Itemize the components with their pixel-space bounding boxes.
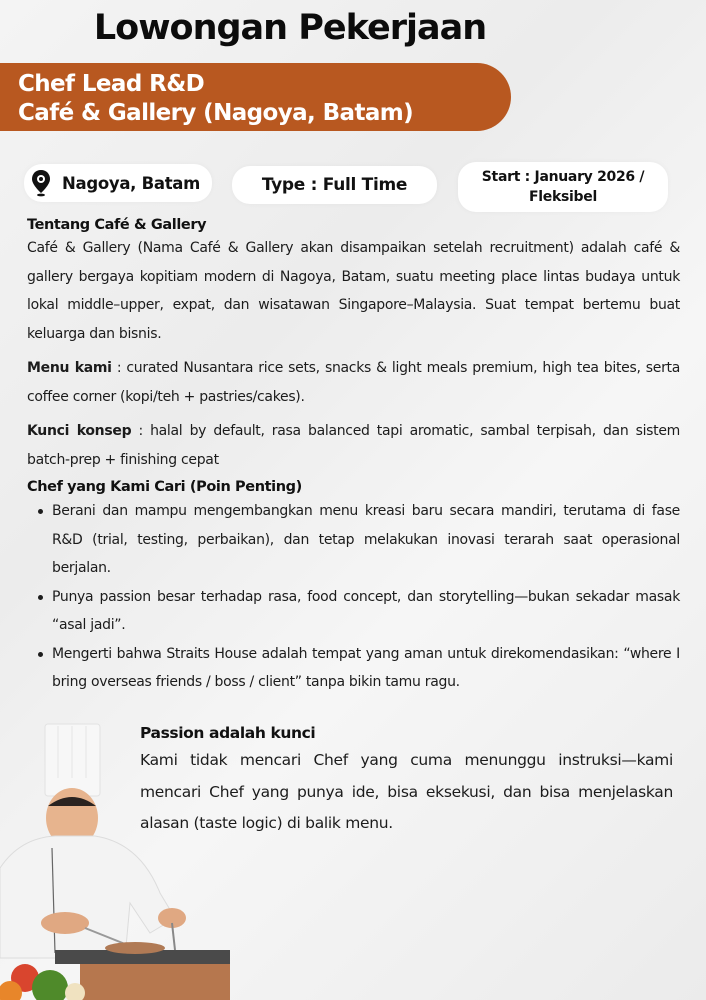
concept-label: Kunci konsep	[27, 423, 132, 439]
job-title-banner	[0, 63, 511, 131]
requirements-list	[27, 497, 680, 697]
requirement-text: Mengerti bahwa Straits House adalah tempat yang aman untuk direkomendasikan: “where I bring overseas friends / boss / client” tanpa bikin tamu ragu.	[52, 645, 680, 690]
map-pin-icon	[30, 169, 52, 197]
requirement-text: Berani dan mampu mengembangkan menu kreasi baru secara mandiri, terutama di fase R&D (trial, testing, perbaikan), dan tetap melakukan inovasi terarah saat operasional berjalan.	[52, 503, 680, 576]
requirement-item	[27, 497, 680, 583]
passion-text: Kami tidak mencari Chef yang cuma menunggu instruksi—kami mencari Chef yang punya ide, bisa eksekusi, dan bisa menjelaskan alasan (taste logic) di balik menu.	[140, 751, 673, 832]
job-info-row	[0, 162, 706, 214]
menu-label: Menu kami	[27, 360, 112, 376]
start-date-line2: Fleksibel	[529, 189, 597, 205]
page-title: Lowongan Pekerjaan	[93, 8, 487, 48]
concept-paragraph	[27, 417, 680, 474]
job-venue: Café & Gallery (Nagoya, Batam)	[18, 100, 414, 126]
passion-section	[140, 724, 673, 840]
bullet-icon	[38, 595, 43, 600]
job-description	[27, 217, 680, 697]
passion-heading: Passion adalah kunci	[140, 724, 316, 742]
start-date-pill	[458, 162, 668, 212]
bullet-icon	[38, 509, 43, 514]
requirement-text: Punya passion besar terhadap rasa, food concept, dan storytelling—bukan sekadar masak “asal jadi”.	[52, 588, 680, 633]
concept-text: : halal by default, rasa balanced tapi aromatic, sambal terpisah, dan sistem batch-prep + finishing cepat	[27, 423, 680, 468]
start-date-line1: Start : January 2026 /	[481, 169, 645, 185]
requirement-item	[27, 640, 680, 697]
menu-text: : curated Nusantara rice sets, snacks & light meals premium, high tea bites, serta coffee corner (kopi/teh + pastries/cakes).	[27, 360, 681, 405]
about-text: Café & Gallery (Nama Café & Gallery akan disampaikan setelah recruitment) adalah café & gallery bergaya kopitiam modern di Nagoya, Batam, suatu meeting place lintas budaya untuk lokal middle–upper, expat, dan wisatawan Singapore–Malaysia. Suat tempat bertemu buat keluarga dan bisnis.	[27, 240, 680, 342]
location-pill	[24, 164, 212, 202]
requirements-heading: Chef yang Kami Cari (Poin Penting)	[27, 479, 302, 495]
job-title: Chef Lead R&D	[18, 71, 205, 97]
job-type-pill: Type : Full Time	[232, 166, 437, 204]
requirement-item	[27, 583, 680, 640]
menu-paragraph	[27, 354, 680, 411]
bullet-icon	[38, 652, 43, 657]
about-heading: Tentang Café & Gallery	[27, 217, 207, 233]
location-label: Nagoya, Batam	[62, 173, 201, 193]
